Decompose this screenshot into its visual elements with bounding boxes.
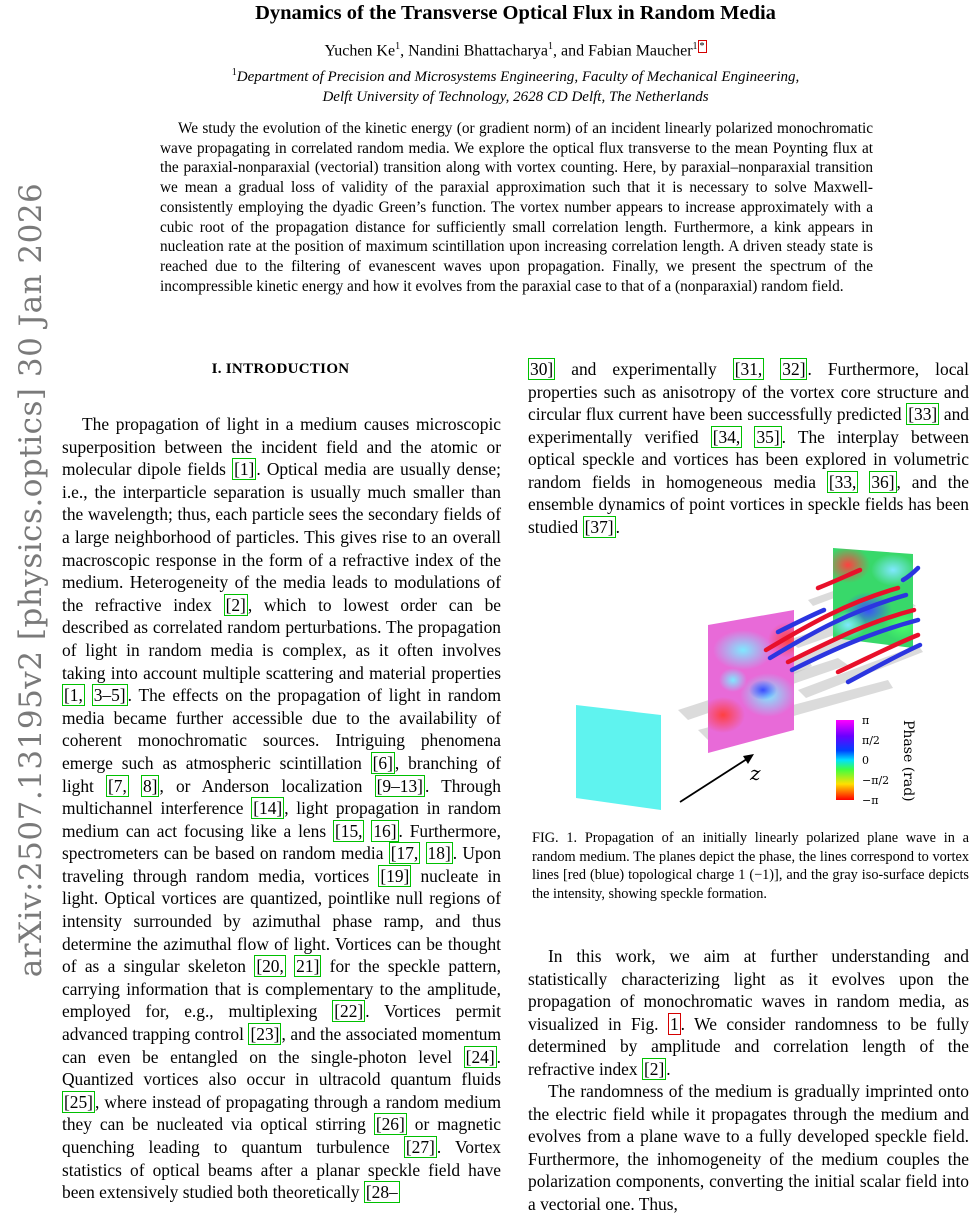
citation-link[interactable]: [27] bbox=[405, 1137, 435, 1157]
affiliation-mark: 1 bbox=[692, 41, 698, 52]
colorbar-tick: π bbox=[862, 714, 870, 727]
body-text bbox=[129, 776, 141, 796]
body-text bbox=[85, 685, 92, 705]
figure-caption: FIG. 1. Propagation of an initially linearly polarized plane wave in a random medium. The planes depict the phase, the lines correspond to vortex lines [red (blue) topological charge 1 (−1)], and the gray iso-surface depicts the intensity, showing speckle formation. bbox=[532, 830, 969, 902]
citation-link[interactable]: 35] bbox=[756, 426, 780, 447]
body-text: . bbox=[615, 516, 620, 537]
paper-title: Dynamics of the Transverse Optical Flux in Random Media bbox=[255, 2, 776, 24]
citation-link[interactable]: 8] bbox=[142, 775, 158, 796]
citation-link[interactable]: [9–13] bbox=[376, 775, 423, 796]
citation-link[interactable]: 18] bbox=[427, 843, 451, 864]
citation-link[interactable]: [24] bbox=[465, 1046, 495, 1067]
intro-left-column bbox=[62, 413, 501, 1204]
author-separator: , bbox=[400, 42, 409, 60]
citation-link[interactable]: [2] bbox=[225, 594, 246, 615]
initial-phase-plane bbox=[576, 705, 661, 810]
body-text: . bbox=[666, 1058, 671, 1079]
section-heading: I. INTRODUCTION bbox=[211, 361, 350, 377]
body-text: . Vortex statistics of optical beams after a planar speckle field have been extensively studied both theoretically bbox=[62, 1137, 501, 1203]
author-name: Nandini Bhattacharya bbox=[408, 42, 549, 60]
body-text bbox=[764, 359, 780, 379]
intro-paragraph bbox=[62, 413, 501, 1204]
body-text: , light propagation in random medium can act focusing like a lens bbox=[62, 798, 501, 841]
affiliation-mark: 1 bbox=[231, 67, 237, 78]
body-text: , or Anderson localization bbox=[159, 775, 375, 796]
author-name: Yuchen Ke bbox=[324, 42, 396, 60]
figure-reference-link[interactable]: 1 bbox=[669, 1013, 679, 1034]
body-text: . Furthermore, local properties such as anisotropy of the vortex core structure and circular flux current have been successfully predicted bbox=[528, 359, 969, 424]
citation-link[interactable]: [2] bbox=[643, 1058, 665, 1079]
citation-link[interactable]: 36] bbox=[871, 471, 895, 492]
colorbar-tick: −π bbox=[862, 794, 879, 807]
body-text: for the speckle pattern, carrying information that is complementary to the amplitude, employed for, e.g., multiplexing bbox=[62, 956, 501, 1022]
citation-link[interactable]: 32] bbox=[782, 359, 806, 379]
body-text: . Through multichannel interference bbox=[62, 775, 501, 819]
body-text: . Furthermore, spectrometers can be based on random media bbox=[62, 820, 501, 864]
author-list bbox=[60, 41, 971, 60]
colorbar-tick: π/2 bbox=[862, 734, 880, 747]
citation-link[interactable]: [33] bbox=[908, 404, 938, 424]
citation-link[interactable]: [37] bbox=[584, 516, 614, 537]
affiliation-mark: 1 bbox=[395, 41, 401, 52]
body-text: nucleate in light. Optical vortices are quantized, pointlike null regions of intensity surrounded by azimuthal phase ramp, and thus determine the azimuthal flow of light. Vortices can be thought of as a singular skeleton bbox=[62, 865, 501, 977]
colorbar-tick: −π/2 bbox=[862, 774, 890, 787]
citation-link[interactable]: [19] bbox=[380, 865, 410, 886]
body-text: . The effects on the propagation of light in random media became further accessible due to the availability of coherent monochromatic sources. Intriguing phenomena emerge such as atmospheric scintillation bbox=[62, 685, 501, 773]
colorbar-tick: 0 bbox=[862, 754, 869, 767]
intro-paragraph-continued bbox=[528, 358, 969, 538]
body-text: . Optical media are usually dense; i.e., the interparticle separation is usually much smaller than the wavelength; thus, each particle sees the secondary fields of a large neighborhood of particles. This gives rise to an overall macroscopic response in the form of a refractive index of the medium. Heterogeneity of the media leads to modulations of the refractive index bbox=[62, 459, 501, 615]
citation-link[interactable]: [31, bbox=[734, 359, 763, 379]
body-text: . Vortices permit advanced trapping control bbox=[62, 1001, 501, 1045]
body-text: , and the ensemble dynamics of point vortices in speckle fields has been studied bbox=[528, 471, 969, 537]
affiliation-line-1: Department of Precision and Microsystems Engineering, Faculty of Mechanical Engineering, bbox=[236, 69, 800, 85]
body-text: , and the associated momentum can even be entangled on the single-photon level bbox=[62, 1024, 501, 1067]
middle-phase-plane bbox=[701, 610, 808, 753]
affiliation-line-2: Delft University of Technology, 2628 CD Delft, The Netherlands bbox=[322, 89, 709, 105]
body-text: . We consider randomness to be fully determined by amplitude and correlation length of the refractive index bbox=[528, 1013, 969, 1079]
body-text bbox=[858, 472, 869, 492]
citation-link[interactable]: 30] bbox=[530, 359, 554, 379]
affiliation-mark: 1 bbox=[548, 41, 554, 52]
citation-link[interactable]: [28– bbox=[365, 1182, 398, 1203]
citation-link[interactable]: [22] bbox=[334, 1001, 364, 1022]
body-text bbox=[742, 427, 754, 447]
citation-link[interactable]: [17, bbox=[390, 843, 419, 864]
figure-1 bbox=[548, 540, 971, 810]
intro-right-column-top bbox=[528, 358, 969, 538]
citation-link[interactable]: [33, bbox=[828, 471, 857, 492]
body-text: and experimentally verified bbox=[528, 404, 969, 447]
phase-colorbar bbox=[836, 714, 916, 807]
colorbar-gradient bbox=[836, 720, 854, 800]
author-name: Fabian Maucher bbox=[588, 42, 693, 60]
citation-link[interactable]: [23] bbox=[250, 1024, 280, 1045]
citation-link[interactable]: [7, bbox=[108, 775, 127, 796]
body-text: , branching of light bbox=[62, 752, 501, 796]
body-text: In this work, we aim at further understanding and statistically characterizing light as it evolves upon the propagation of monochromatic waves in random media, as visualized in Fig. bbox=[528, 946, 969, 1034]
author-separator: , and bbox=[553, 42, 589, 60]
body-text bbox=[420, 843, 425, 863]
body-text: or magnetic quenching leading to quantum turbulence bbox=[62, 1114, 501, 1157]
intro-paragraph: The randomness of the medium is gradually imprinted onto the electric field while it propagates through the medium and evolves from a plane wave to a fully developed speckle field. Furthermore, the inhomogeneity of the medium couples the polarization components, converting the initial scalar field into a vectorial one. Thus, bbox=[528, 1081, 969, 1214]
citation-link[interactable]: [1, bbox=[64, 685, 83, 706]
body-text: , where instead of propagating through a random medium they can be nucleated via optical stirring bbox=[62, 1091, 501, 1135]
arxiv-stamp bbox=[0, 0, 60, 1200]
body-text bbox=[286, 956, 294, 976]
body-text: , which to lowest order can be described as correlated random perturbations. The propagation of light in random media is complex, as it often involves taking into account multiple scattering and material properties bbox=[62, 594, 501, 683]
body-text: . Upon traveling through random media, vortices bbox=[62, 843, 502, 886]
citation-link[interactable]: [20, bbox=[256, 956, 284, 977]
intro-paragraph bbox=[528, 945, 969, 1080]
body-text: . The interplay between optical speckle and vortices has been explored in volumetric random fields in homogeneous media bbox=[528, 426, 969, 492]
citation-link[interactable]: [25] bbox=[64, 1091, 93, 1112]
body-text: and experimentally bbox=[555, 359, 733, 379]
citation-link[interactable]: 3–5] bbox=[93, 685, 126, 706]
intro-right-column-bottom bbox=[528, 945, 969, 1215]
citation-link[interactable]: 21] bbox=[296, 956, 320, 977]
arxiv-identifier: arXiv:2507.13195v2 [physics.optics] 30 Jan 2026 bbox=[13, 182, 49, 978]
citation-link[interactable]: [34, bbox=[712, 426, 741, 447]
citation-link[interactable]: [14] bbox=[253, 798, 283, 819]
corresponding-author-footnote-link[interactable]: * bbox=[699, 41, 705, 52]
citation-link[interactable]: [26] bbox=[375, 1114, 405, 1135]
citation-link[interactable]: [15, bbox=[334, 820, 363, 841]
body-text: The propagation of light in a medium causes microscopic superposition between the incident field and the atomic or molecular dipole fields bbox=[62, 414, 501, 480]
body-text: . Quantized vortices also occur in ultracold quantum fluids bbox=[62, 1046, 501, 1090]
citation-link[interactable]: [6] bbox=[372, 752, 393, 773]
colorbar-title: Phase (rad) bbox=[900, 720, 916, 802]
citation-link[interactable]: 16] bbox=[373, 820, 397, 841]
abstract: We study the evolution of the kinetic energy (or gradient norm) of an incident linearly polarized monochromatic wave propagating in correlated random media. We explore the optical flux transverse to the mean Poynting flux at the paraxial-nonparaxial (vectorial) transition along with vortex counting. Here, by paraxial–nonparaxial transition we mean a gradual loss of validity of the paraxial approximation such that it is necessary to solve Maxwell-consistently employing the dyadic Green’s function. The vortex number appears to increase approximately with a cubic root of the propagation distance for sufficiently small correlation length. Furthermore, a kink appears in nucleation rate at the position of maximum scintillation upon increasing correlation length. A driven steady state is reached due to the filtering of evanescent waves upon propagation. Finally, we present the spectrum of the incompressible kinetic energy and how it evolves from the paraxial case to that of a (nonparaxial) random field. bbox=[160, 120, 873, 295]
propagation-axis bbox=[680, 754, 761, 802]
citation-link[interactable]: [1] bbox=[234, 459, 255, 480]
affiliation bbox=[60, 63, 971, 107]
propagation-axis-label: z bbox=[750, 761, 761, 785]
